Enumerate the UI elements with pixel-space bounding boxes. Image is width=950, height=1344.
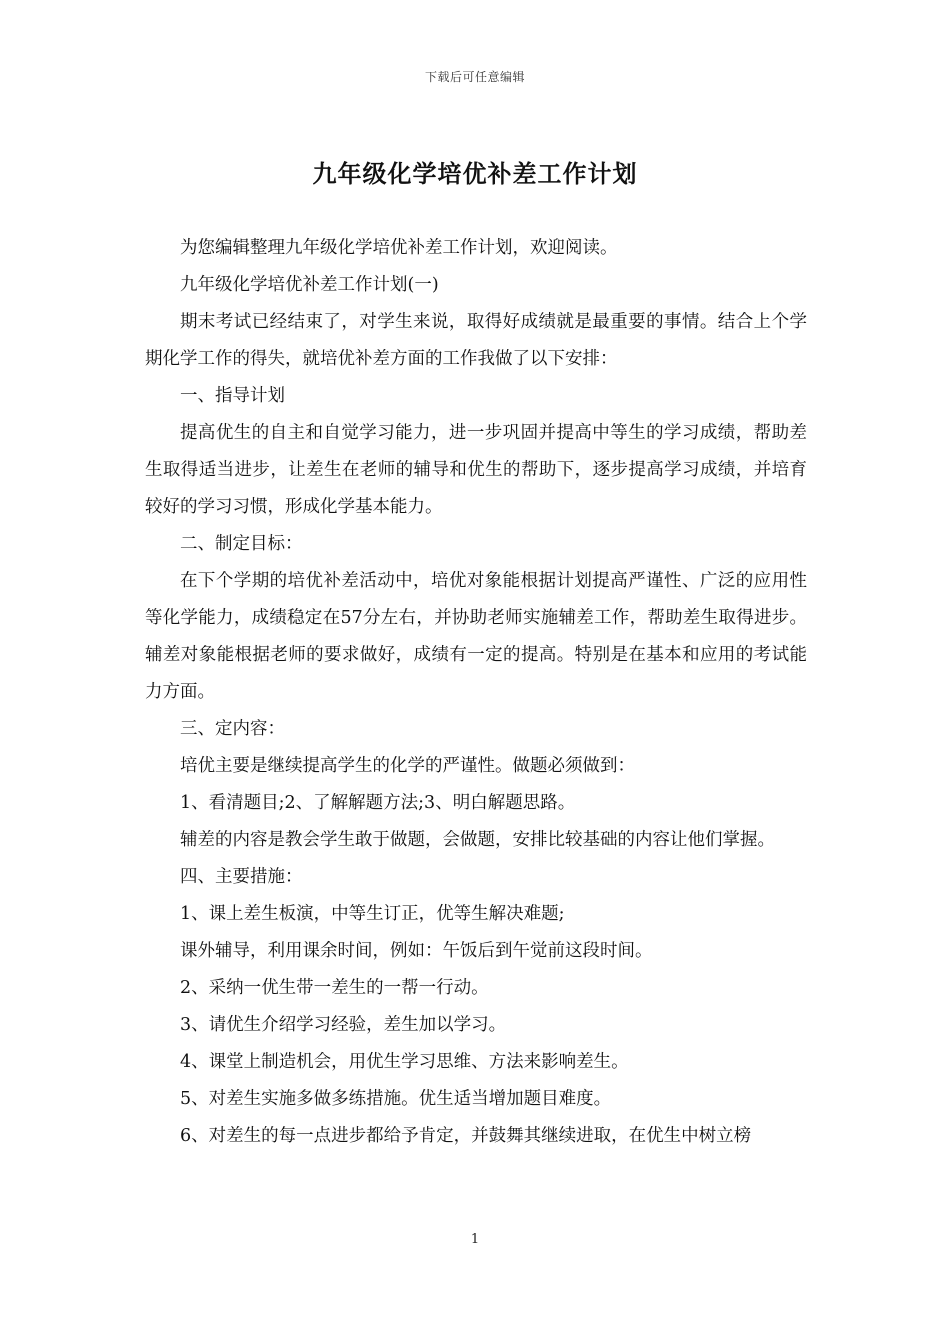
measure-item-1: 1、课上差生板演，中等生订正，优等生解决难题; xyxy=(180,904,565,924)
paragraph-goals: 在下个学期的培优补差活动中，培优对象能根据计划提高严谨性、广泛的应用性等化学能力，成绩稳定在57分左右，并协助老师实施辅差工作，帮助差生取得进步。辅差对象能根据老师的要求做好，成绩有一定的提高。特别是在基本和应用的考试能力方面。 xyxy=(145,571,807,702)
paragraph-subtitle: 九年级化学培优补差工作计划(一) xyxy=(180,275,439,295)
measure-item-3: 3、请优生介绍学习经验，差生加以学习。 xyxy=(180,1015,507,1035)
measure-item-1-extra: 课外辅导，利用课余时间，例如：午饭后到午觉前这段时间。 xyxy=(180,941,653,961)
section-heading-goals: 二、制定目标： xyxy=(180,534,303,554)
paragraph-content-remedial: 辅差的内容是教会学生敢于做题，会做题，安排比较基础的内容让他们掌握。 xyxy=(180,830,775,850)
measure-item-5: 5、对差生实施多做多练措施。优生适当增加题目难度。 xyxy=(180,1089,612,1109)
section-heading-measures: 四、主要措施： xyxy=(180,867,303,887)
paragraph-guidance: 提高优生的自主和自觉学习能力，进一步巩固并提高中等生的学习成绩，帮助差生取得适当进步，让差生在老师的辅导和优生的帮助下，逐步提高学习成绩，并培育较好的学习习惯，形成化学基本能力。 xyxy=(145,423,807,517)
section-heading-content: 三、定内容： xyxy=(180,719,285,739)
header-note: 下载后可任意编辑 xyxy=(424,70,525,84)
paragraph-intro: 为您编辑整理九年级化学培优补差工作计划，欢迎阅读。 xyxy=(180,238,618,258)
page-number: 1 xyxy=(470,1232,480,1247)
measure-item-4: 4、课堂上制造机会，用优生学习思维、方法来影响差生。 xyxy=(180,1052,629,1072)
paragraph-content-steps: 1、看清题目;2、了解解题方法;3、明白解题思路。 xyxy=(180,793,576,813)
document-body xyxy=(145,230,807,1155)
section-heading-guidance: 一、指导计划 xyxy=(180,386,285,406)
measure-item-2: 2、采纳一优生带一差生的一帮一行动。 xyxy=(180,978,489,998)
paragraph-opening: 期末考试已经结束了，对学生来说，取得好成绩就是最重要的事情。结合上个学期化学工作的得失，就培优补差方面的工作我做了以下安排： xyxy=(145,312,807,369)
measure-item-6: 6、对差生的每一点进步都给予肯定，并鼓舞其继续进取，在优生中树立榜 xyxy=(180,1126,752,1146)
paragraph-content-advanced: 培优主要是继续提高学生的化学的严谨性。做题必须做到： xyxy=(180,756,635,776)
document-title: 九年级化学培优补差工作计划 xyxy=(312,160,638,188)
